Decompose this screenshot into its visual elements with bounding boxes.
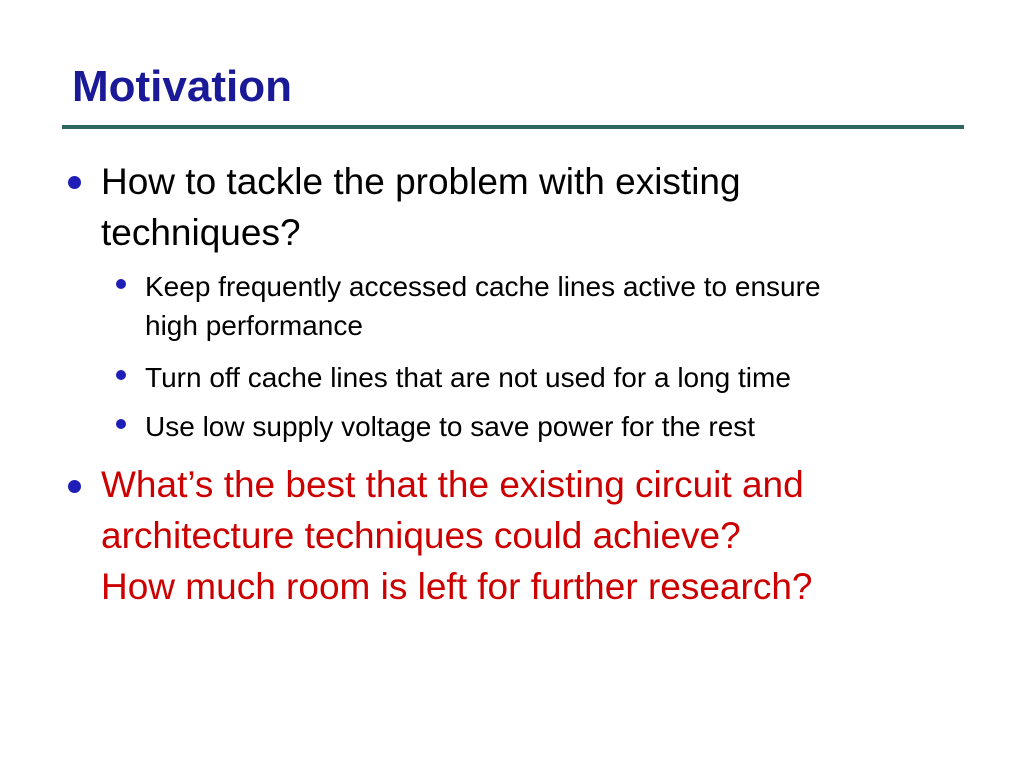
bullet-line: architecture techniques could achieve? (101, 515, 741, 556)
sub-bullet-text (145, 267, 986, 345)
bullet-text-highlight (101, 459, 968, 612)
bullet-line: techniques? (101, 212, 301, 253)
bullet-item (68, 156, 968, 258)
sub-bullet-line: high performance (145, 310, 363, 341)
sub-bullet-line: Use low supply voltage to save power for the rest (145, 411, 756, 442)
sub-bullet-line: Turn off cache lines that are not used for a long time (145, 362, 791, 393)
sub-bullet-line: Keep frequently accessed cache lines active to ensure (145, 271, 821, 302)
bullet-dot-icon (68, 480, 81, 493)
sub-bullet-dot-icon (116, 370, 126, 380)
slide-title: Motivation (72, 62, 292, 111)
bullet-text (101, 156, 968, 258)
sub-bullet-dot-icon (116, 279, 126, 289)
sub-bullet-item (116, 358, 986, 397)
bullet-item-highlight (68, 459, 968, 612)
bullet-line: What’s the best that the existing circuit and (101, 464, 804, 505)
bullet-line: How much room is left for further research? (101, 566, 813, 607)
title-divider (62, 125, 964, 129)
bullet-dot-icon (68, 176, 81, 189)
sub-bullet-dot-icon (116, 419, 126, 429)
sub-bullet-text (145, 358, 986, 397)
sub-bullet-item (116, 267, 986, 345)
sub-bullet-item (116, 407, 986, 446)
bullet-line: How to tackle the problem with existing (101, 161, 741, 202)
sub-bullet-text (145, 407, 986, 446)
